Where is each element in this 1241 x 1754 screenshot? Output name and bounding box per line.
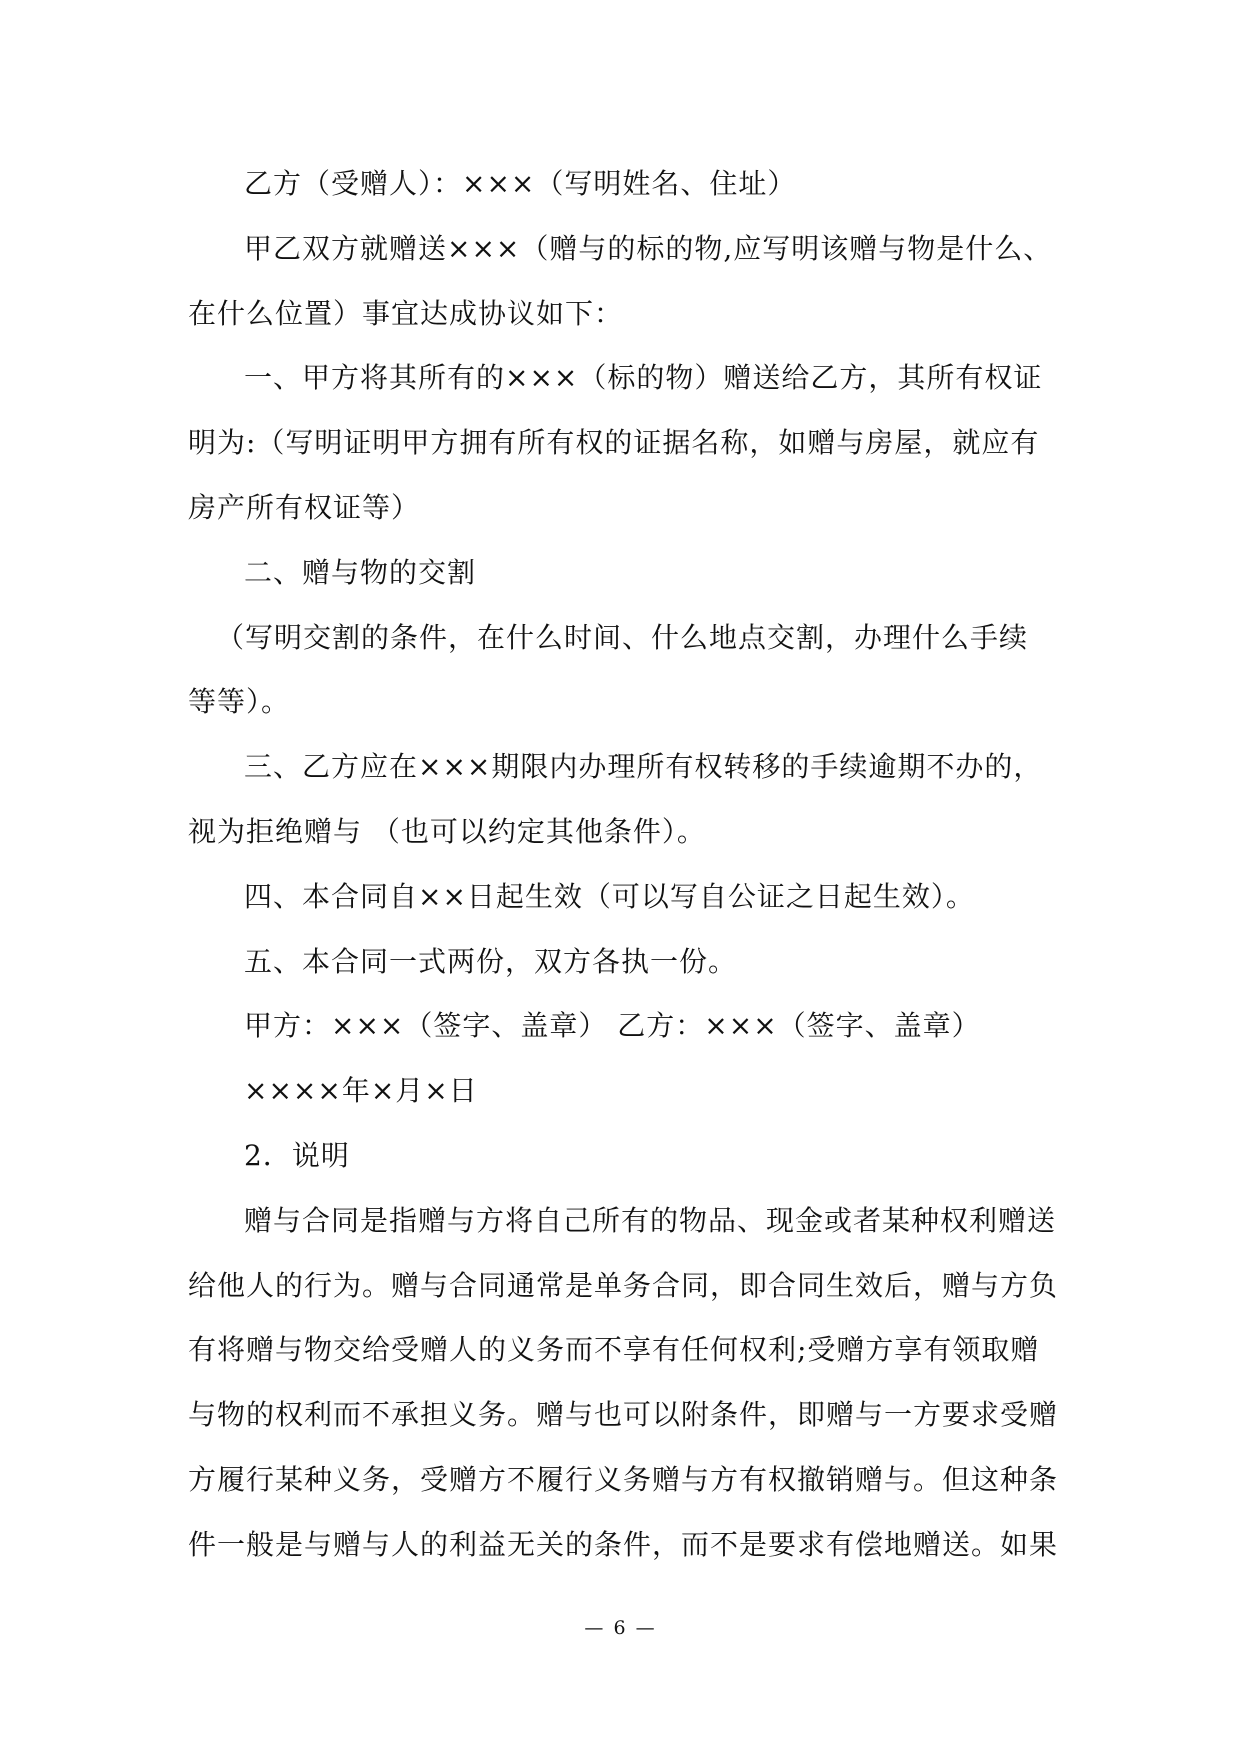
text-line-agreement-intro: 甲乙双方就赠送×××（赠与的标的物,应写明该赠与物是什么、 xyxy=(244,231,1053,265)
clause-two-detail: （写明交割的条件，在什么时间、什么地点交割，办理什么手续 xyxy=(216,620,1029,654)
clause-one: 一、甲方将其所有的×××（标的物）赠送给乙方，其所有权证 xyxy=(244,361,1043,395)
clause-three: 三、乙方应在×××期限内办理所有权转移的手续逾期不办的， xyxy=(244,750,1043,784)
date-line: ××××年×月×日 xyxy=(244,1074,478,1108)
explanation-paragraph-line: 赠与合同是指赠与方将自己所有的物品、现金或者某种权利赠送 xyxy=(244,1203,1057,1237)
explanation-paragraph-line: 与物的权利而不承担义务。赠与也可以附条件，即赠与一方要求受赠 xyxy=(188,1398,1059,1432)
signature-line: 甲方：×××（签字、盖章） 乙方：×××（签字、盖章） xyxy=(244,1009,981,1043)
clause-one-cont: 明为:（写明证明甲方拥有所有权的证据名称，如赠与房屋，就应有 xyxy=(188,426,1040,460)
clause-three-cont: 视为拒绝赠与 （也可以约定其他条件）。 xyxy=(188,814,706,848)
page-number: — 6 — xyxy=(584,1617,657,1639)
text-line-agreement-intro-cont: 在什么位置）事宜达成协议如下： xyxy=(188,296,624,330)
section-heading-explanation: 2．说明 xyxy=(244,1138,350,1172)
clause-one-cont-2: 房产所有权证等） xyxy=(188,490,421,524)
document-body xyxy=(188,152,1068,1578)
text-line-recipient: 乙方（受赠人）：×××（写明姓名、住址） xyxy=(244,167,797,200)
explanation-paragraph-line: 有将赠与物交给受赠人的义务而不享有任何权利;受赠方享有领取赠 xyxy=(188,1333,1040,1367)
explanation-paragraph-line: 方履行某种义务，受赠方不履行义务赠与方有权撤销赠与。但这种条 xyxy=(188,1462,1059,1496)
explanation-paragraph-line: 件一般是与赠与人的利益无关的条件，而不是要求有偿地赠送。如果 xyxy=(188,1527,1059,1561)
clause-two-heading: 二、赠与物的交割 xyxy=(244,555,477,589)
clause-two-detail-cont: 等等）。 xyxy=(188,685,291,719)
clause-five: 五、本合同一式两份，双方各执一份。 xyxy=(244,944,738,978)
explanation-paragraph-line: 给他人的行为。赠与合同通常是单务合同，即合同生效后，赠与方负 xyxy=(188,1268,1059,1302)
clause-four: 四、本合同自××日起生效（可以写自公证之日起生效）。 xyxy=(244,879,975,913)
